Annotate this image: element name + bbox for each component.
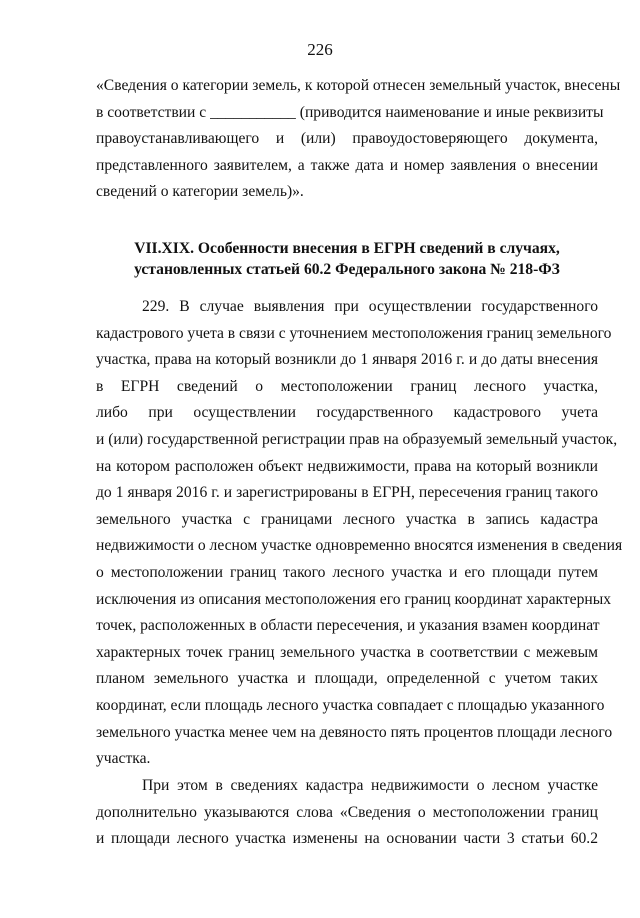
text-line: правоустанавливающего и (или) правоудостоверяющего документа,: [96, 130, 598, 148]
text-line: и (или) государственной регистрации прав на образуемый земельный участок,: [96, 430, 618, 448]
section-heading: [96, 238, 598, 280]
text-line: «Сведения о категории земель, к которой отнесен земельный участок, внесены: [96, 77, 621, 94]
text-line: точек, расположенных в области пересечения, и указания взамен координат: [96, 617, 600, 635]
page-number: 226: [307, 40, 333, 59]
text-line: представленного заявителем, а также дата и номер заявления о внесении: [96, 156, 598, 174]
text-line: в соответствии с ___________ (приводится наименование и иные реквизиты: [96, 103, 604, 121]
text-line: о местоположении границ такого лесного участка и его площади путем: [96, 563, 598, 581]
paragraph-category-info: [96, 73, 621, 206]
text-line: координат, если площадь лесного участка совпадает с площадью указанного: [96, 696, 605, 714]
paragraph-229: [96, 294, 623, 773]
text-line: и площади лесного участка изменены на основании части 3 статьи 60.2: [96, 830, 598, 848]
text-line: участка, права на который возникли до 1 января 2016 г. и до даты внесения: [96, 351, 598, 369]
heading-line: установленных статьей 60.2 Федерального закона № 218-ФЗ: [134, 261, 560, 278]
text-line: либо при осуществлении государственного кадастрового учета: [96, 404, 598, 422]
text-line: недвижимости о лесном участке одновременно вносятся изменения в сведения: [96, 537, 623, 555]
text-line: характерных точек границ земельного участка в соответствии с межевым: [96, 643, 598, 661]
text-line: исключения из описания местоположения его границ координат характерных: [96, 590, 612, 608]
text-line: участка.: [96, 750, 151, 768]
text-line: земельного участка менее чем на девяносто пять процентов площади лесного: [96, 723, 613, 741]
text-line: кадастрового учета в связи с уточнением местоположения границ земельного: [96, 324, 612, 342]
text-line: планом земельного участка и площади, определенной с учетом таких: [96, 670, 598, 688]
text-line: на котором расположен объект недвижимости, права на который возникли: [96, 457, 598, 475]
text-line: в ЕГРН сведений о местоположении границ лесного участка,: [96, 377, 598, 395]
text-line: до 1 января 2016 г. и зарегистрированы в ЕГРН, пересечения границ такого: [96, 484, 598, 502]
text-line: сведений о категории земель)».: [96, 183, 304, 201]
text-line: дополнительно указываются слова «Сведения о местоположении границ: [96, 803, 598, 821]
text-line: земельного участка с границами лесного участка в запись кадастра: [96, 510, 598, 528]
paragraph-additional: [96, 773, 598, 853]
text-line: При этом в сведениях кадастра недвижимости о лесном участке: [142, 777, 598, 794]
heading-line: VII.XIX. Особенности внесения в ЕГРН сведений в случаях,: [134, 240, 560, 257]
text-line: 229. В случае выявления при осуществлении государственного: [142, 298, 598, 315]
